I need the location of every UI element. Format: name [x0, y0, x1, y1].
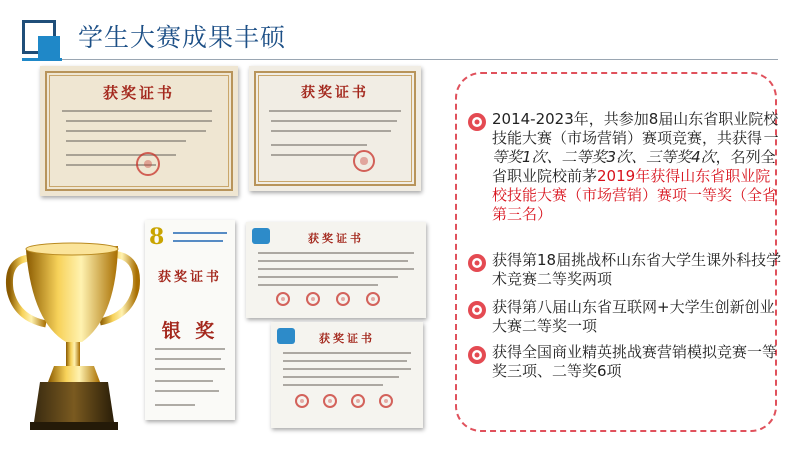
certificate-heading: 获奖证书 [319, 332, 375, 345]
medal-icon [467, 253, 487, 273]
certificate-image-4 [246, 222, 426, 318]
trophy-icon [0, 238, 145, 438]
logo-mark [22, 20, 62, 60]
achievement-item-4: 获得全国商业精英挑战赛营销模拟竞赛一等奖三项、二等奖6项 [492, 343, 778, 380]
certificate-heading: 获奖证书 [301, 85, 369, 101]
certificate-heading: 获奖证书 [157, 270, 222, 285]
achievement-item-1: 2014-2023年，共参加8届山东省职业院校技能大赛（市场营销）赛项竞赛，共获得一等奖1次、二等奖3次、三等奖4次，名列全省职业院校前茅2019年获得山东省职业院校技能大赛（市场营销）赛项一等奖（全省第三名） [492, 110, 779, 223]
certificate-award: 银 奖 [161, 320, 219, 342]
achievement-item-3: 获得第八届山东省互联网+大学生创新创业大赛二等奖一项 [492, 298, 775, 335]
certificate-heading: 获奖证书 [102, 84, 175, 102]
red-seal [353, 150, 375, 172]
page-title: 学生大赛成果丰硕 [78, 23, 287, 52]
certificate-image-1 [40, 66, 238, 196]
certificate-image-3 [145, 220, 235, 420]
highlight-text: 2019年获得山东省职业院校技能大赛（市场营销）赛项一等奖（全省第三名） [492, 167, 778, 223]
contest-badge: 8 [149, 224, 165, 250]
certificate-heading: 获奖证书 [308, 232, 364, 245]
medal-icon [467, 300, 487, 320]
certificate-image-5 [271, 322, 423, 428]
achievement-item-2: 获得第18届挑战杯山东省大学生课外科技学术竞赛二等奖两项 [492, 251, 782, 288]
header-divider [22, 59, 778, 60]
header-divider-accent [22, 58, 62, 61]
medal-icon [467, 112, 487, 132]
red-seal [136, 152, 160, 176]
certificate-image-2 [249, 66, 421, 191]
medal-icon [467, 345, 487, 365]
